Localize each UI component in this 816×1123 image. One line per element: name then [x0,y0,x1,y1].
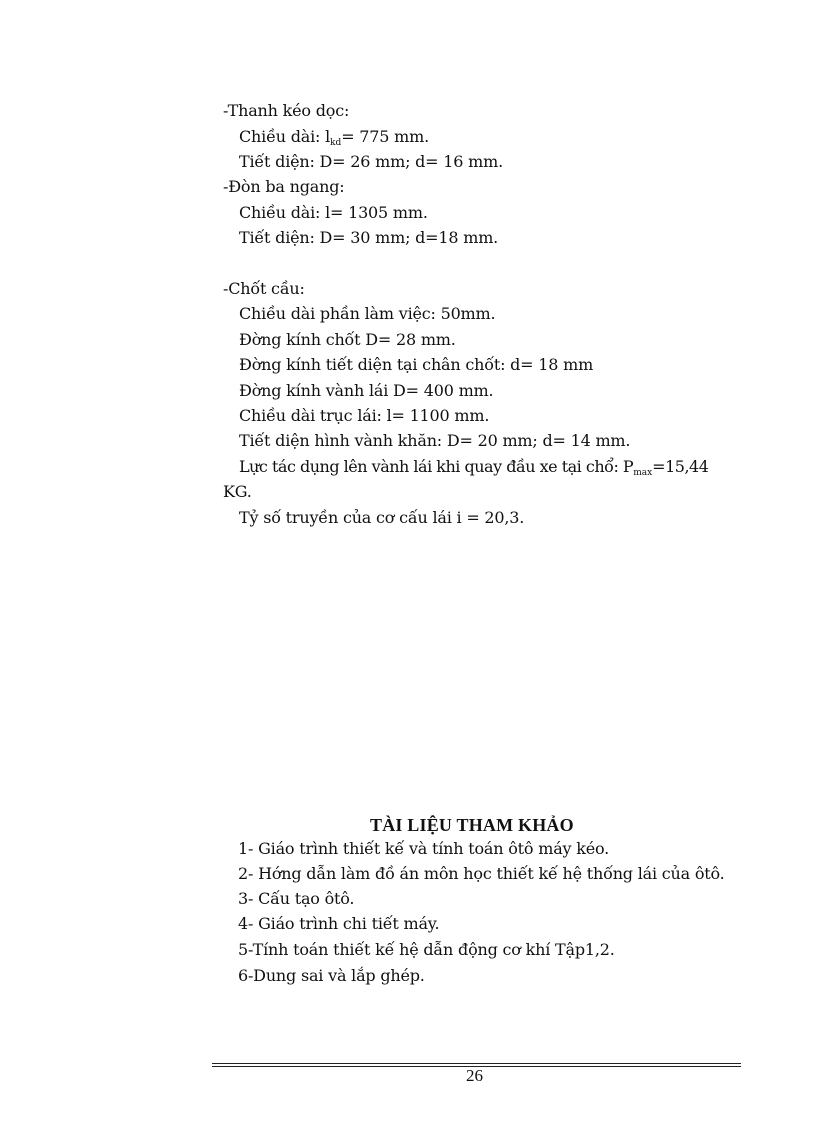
footer-rule-top [212,1063,741,1064]
reference-item: 4- Giáo trình chi tiết máy. [238,914,440,933]
spec-length-thanh-keo-doc [239,127,429,153]
spec-label: Chiều dài: l [239,127,330,146]
spec-gear-ratio: Tỷ số truyền của cơ cấu lái i = 20,3. [239,508,525,527]
spec-section-don-ba-ngang: Tiết diện: D= 30 mm; d=18 mm. [239,228,499,247]
spec-steering-force [239,457,708,483]
spec-pin-diameter: Đờng kính chốt D= 28 mm. [239,330,456,349]
spec-section-thanh-keo-doc: Tiết diện: D= 26 mm; d= 16 mm. [239,152,503,171]
spec-root-diameter: Đờng kính tiết diện tại chân chốt: d= 18 mm [239,355,594,374]
spec-working-length: Chiều dài phần làm việc: 50mm. [239,304,496,323]
page-number: 26 [466,1066,483,1085]
reference-item: 5-Tính toán thiết kế hệ dẫn động cơ khí Tập1,2. [238,940,615,959]
reference-item: 3- Cấu tạo ôtô. [238,889,355,908]
reference-item: 2- Hớng dẫn làm đồ án môn học thiết kế hệ thống lái của ôtô. [238,864,725,883]
references-title: TÀI LIỆU THAM KHẢO [370,815,574,835]
spec-force-unit: KG. [223,482,252,501]
reference-item: 6-Dung sai và lắp ghép. [238,966,425,985]
section-heading-chot-cau: -Chốt cầu: [223,279,305,298]
subscript: max [633,468,653,478]
spec-length-don-ba-ngang: Chiều dài: l= 1305 mm. [239,203,428,222]
spec-value: = 775 mm. [341,127,429,146]
spec-label: Lực tác dụng lên vành lái khi quay đầu xe tại chổ: P [239,457,634,476]
spec-wheel-diameter: Đờng kính vành lái D= 400 mm. [239,381,494,400]
section-heading-don-ba-ngang: -Đòn ba ngang: [223,177,345,196]
subscript: kd [330,138,342,148]
reference-item: 1- Giáo trình thiết kế và tính toán ôtô máy kéo. [238,839,610,858]
spec-shaft-length: Chiều dài trục lái: l= 1100 mm. [239,406,490,425]
spec-value: =15,44 [652,457,709,476]
spec-annulus-section: Tiết diện hình vành khăn: D= 20 mm; d= 14 mm. [239,431,631,450]
section-heading-thanh-keo-doc: -Thanh kéo dọc: [223,101,350,120]
